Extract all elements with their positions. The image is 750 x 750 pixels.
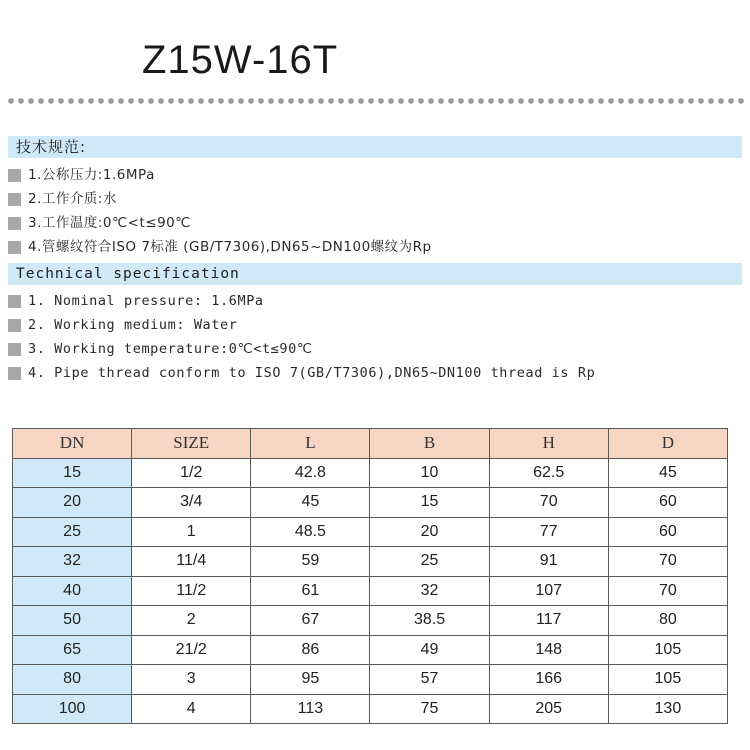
cell-l: 95 [251,665,370,695]
cell-dn: 65 [13,635,132,665]
table-row [13,694,728,724]
cell-l: 42.8 [251,458,370,488]
size-fraction: 3/4 [180,493,203,511]
column-header-size: SIZE [132,429,251,459]
spec-item-en [8,361,595,385]
cell-dn: 100 [13,694,132,724]
cell-b: 20 [370,517,489,547]
cell-l: 61 [251,576,370,606]
size-value [180,494,202,510]
cell-size [132,694,251,724]
cell-size [132,576,251,606]
table-row [13,517,728,547]
spec-item-cn [8,211,432,235]
cell-d: 105 [608,635,727,665]
spec-item-text: 2.工作介质:水 [28,191,117,207]
square-bullet-icon [8,367,21,380]
cell-l: 45 [251,488,370,518]
size-whole: 1 [176,552,184,570]
cell-d: 70 [608,576,727,606]
spec-item-cn [8,163,432,187]
table-row [13,665,728,695]
spec-item-en [8,289,595,313]
table-row [13,635,728,665]
cell-b: 25 [370,547,489,577]
cell-h: 70 [489,488,608,518]
cell-b: 15 [370,488,489,518]
size-fraction: 1/2 [183,581,207,599]
cell-size [132,458,251,488]
product-title: Z15W-16T [142,38,339,82]
cell-b: 49 [370,635,489,665]
cell-b: 57 [370,665,489,695]
spec-list-cn [8,163,432,259]
spec-item-text: 3. Working temperature:0℃<t≤90℃ [28,341,313,357]
cell-dn: 40 [13,576,132,606]
cell-b: 75 [370,694,489,724]
cell-b: 10 [370,458,489,488]
spec-item-text: 4.管螺纹符合ISO 7标准 (GB/T7306),DN65~DN100螺纹为Rp [28,239,432,255]
size-fraction: 1/2 [184,640,207,658]
cell-l: 59 [251,547,370,577]
square-bullet-icon [8,319,21,332]
cell-dn: 25 [13,517,132,547]
table-row [13,458,728,488]
square-bullet-icon [8,241,21,254]
table-body [13,458,728,724]
spec-item-text: 4. Pipe thread conform to ISO 7(GB/T7306),DN65~DN100 thread is Rp [28,365,596,381]
column-header-h: H [489,429,608,459]
spec-item-text: 1.公称压力:1.6MPa [28,167,155,183]
column-header-b: B [370,429,489,459]
cell-size [132,665,251,695]
cell-l: 86 [251,635,370,665]
size-fraction: 1/2 [180,463,203,481]
cell-size [132,606,251,636]
size-value [176,553,206,569]
cell-d: 80 [608,606,727,636]
spec-item-text: 1. Nominal pressure: 1.6MPa [28,293,264,309]
spec-item-text: 2. Working medium: Water [28,317,238,333]
size-value: 1 [186,522,196,540]
cell-d: 70 [608,547,727,577]
cell-d: 45 [608,458,727,488]
column-header-d: D [608,429,727,459]
square-bullet-icon [8,295,21,308]
cell-b: 32 [370,576,489,606]
cell-h: 91 [489,547,608,577]
size-value: 2 [186,611,196,629]
cell-dn: 20 [13,488,132,518]
column-header-dn: DN [13,429,132,459]
spec-item-cn [8,187,432,211]
cell-l: 67 [251,606,370,636]
table-row [13,606,728,636]
square-bullet-icon [8,217,21,230]
cell-dn: 50 [13,606,132,636]
square-bullet-icon [8,343,21,356]
square-bullet-icon [8,193,21,206]
column-header-l: L [251,429,370,459]
cell-b: 38.5 [370,606,489,636]
size-value [176,642,207,658]
size-value [176,583,206,599]
cell-h: 77 [489,517,608,547]
cell-l: 48.5 [251,517,370,547]
cell-d: 105 [608,665,727,695]
cell-d: 130 [608,694,727,724]
cell-d: 60 [608,488,727,518]
table-row [13,576,728,606]
size-value: 3 [186,670,196,688]
table-row [13,488,728,518]
cell-size [132,517,251,547]
cell-h: 62.5 [489,458,608,488]
size-whole: 2 [175,640,185,658]
spec-item-text: 3.工作温度:0℃<t≤90℃ [28,215,191,231]
spec-item-cn [8,235,432,259]
size-value: 4 [186,699,196,717]
spec-item-en [8,337,595,361]
dotted-divider [6,97,744,105]
cell-d: 60 [608,517,727,547]
square-bullet-icon [8,169,21,182]
dimension-table [12,428,728,724]
size-whole: 1 [176,581,184,599]
spec-item-en [8,313,595,337]
table-header-row [13,429,728,459]
table-row [13,547,728,577]
cell-h: 148 [489,635,608,665]
cell-size [132,635,251,665]
size-value [180,465,202,481]
section-header-en: Technical specification [8,263,742,285]
cell-size [132,488,251,518]
cell-h: 117 [489,606,608,636]
size-fraction: 1/4 [183,552,207,570]
spec-list-en [8,289,595,385]
cell-h: 107 [489,576,608,606]
cell-h: 166 [489,665,608,695]
cell-size [132,547,251,577]
cell-dn: 15 [13,458,132,488]
cell-dn: 32 [13,547,132,577]
section-header-cn: 技术规范: [8,136,742,158]
cell-dn: 80 [13,665,132,695]
cell-l: 113 [251,694,370,724]
cell-h: 205 [489,694,608,724]
